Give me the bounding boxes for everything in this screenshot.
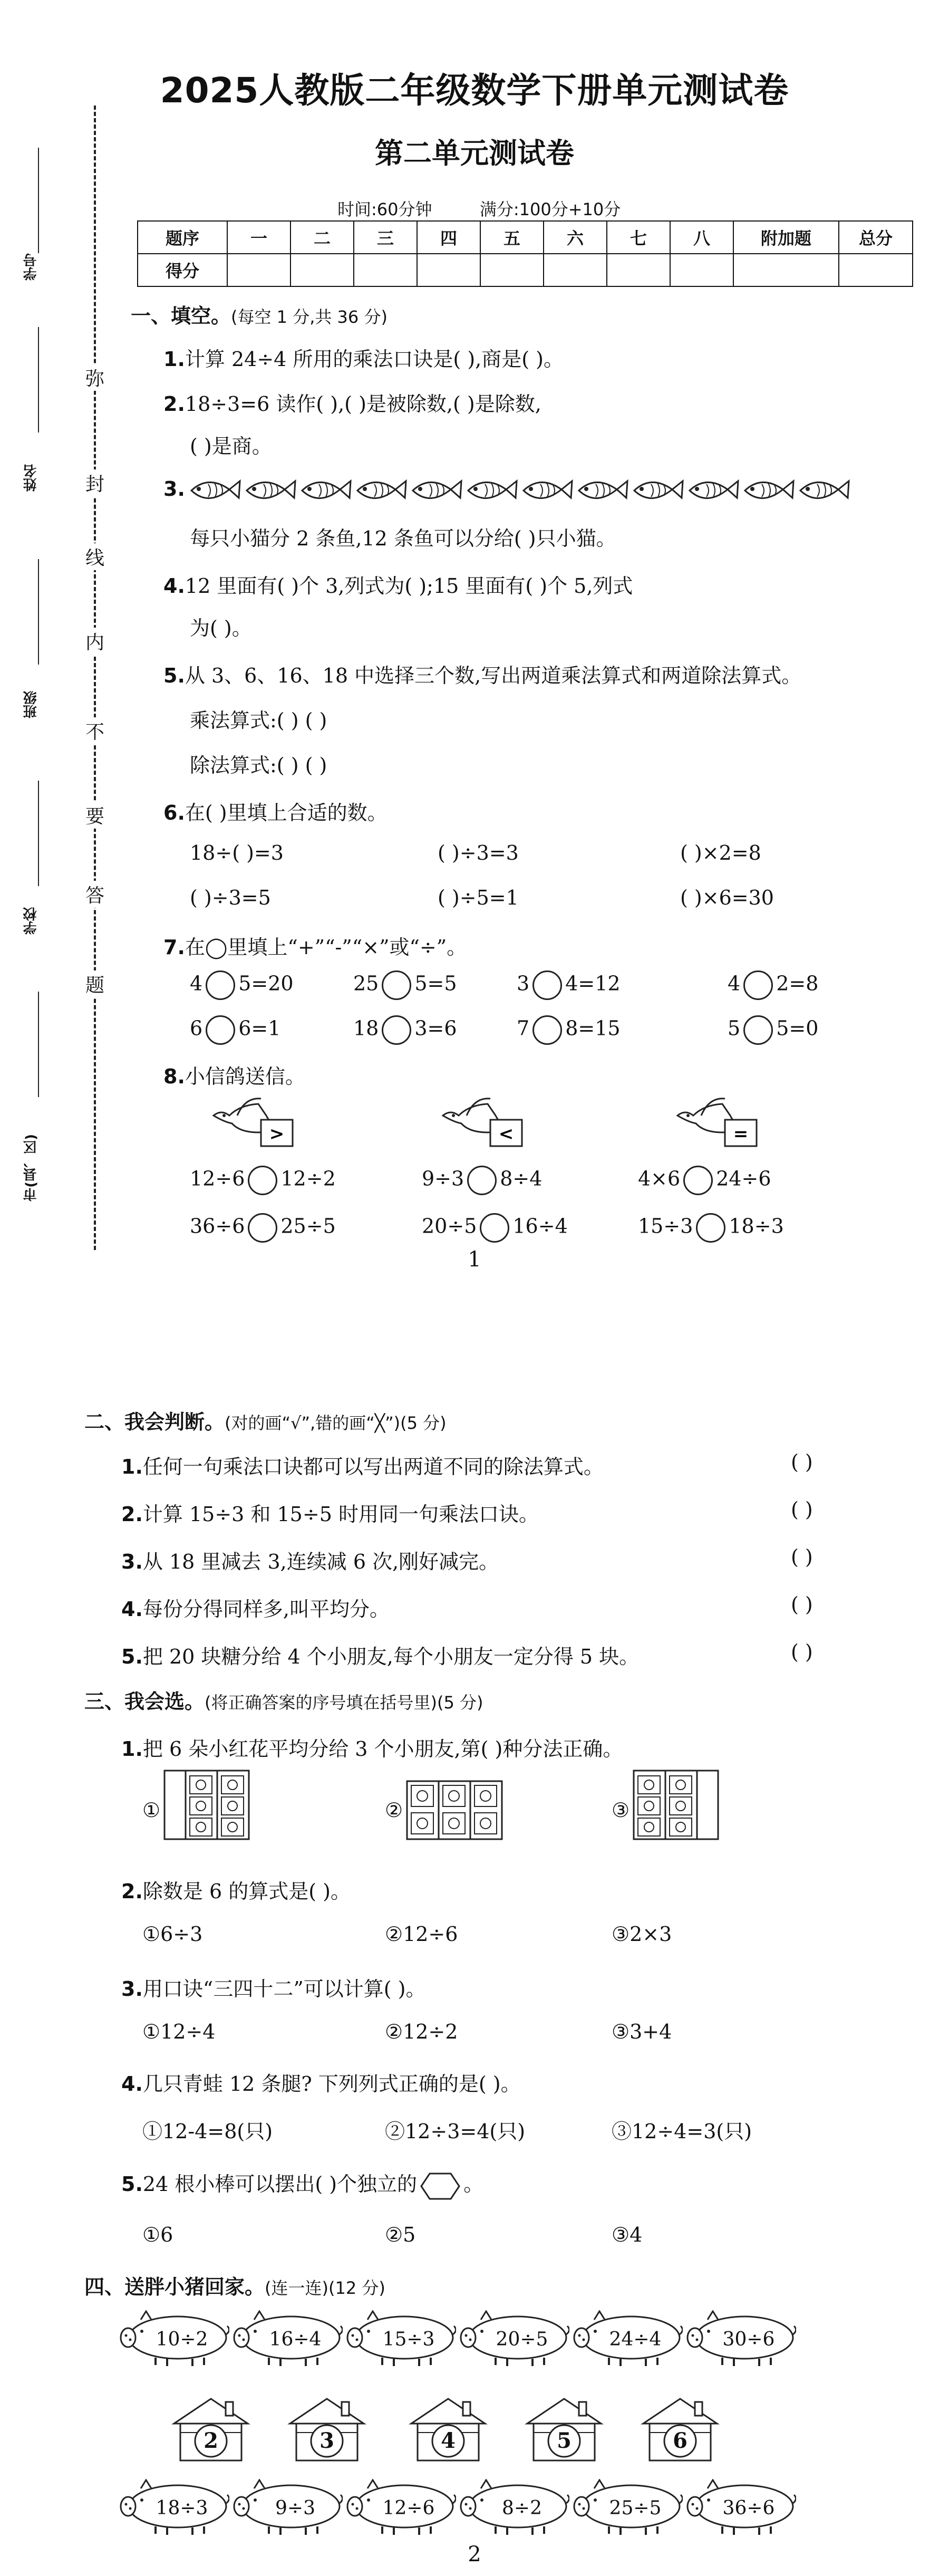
pig-card[interactable]	[685, 2310, 796, 2368]
option[interactable]: ③3+4	[612, 2020, 672, 2043]
q7-item	[353, 1015, 457, 1045]
q8-item	[422, 1166, 542, 1195]
operator-circle[interactable]	[382, 1015, 411, 1045]
question-number: 2.	[121, 1503, 143, 1526]
q7-left: 6	[190, 1016, 203, 1040]
pig-expression: 16÷4	[269, 2328, 322, 2350]
question-text: 12 里面有( )个 3,列式为( );15 里面有( )个 5,列式	[185, 574, 633, 598]
section-3-title: 三、我会选。	[84, 1690, 205, 1713]
compare-circle[interactable]	[683, 1166, 713, 1195]
operator-circle[interactable]	[743, 970, 773, 1000]
pig-card[interactable]	[459, 2479, 569, 2537]
flower-grouping-3	[633, 1770, 738, 1843]
house-number: 3	[319, 2428, 334, 2453]
question-number: 5.	[121, 2173, 143, 2196]
pig-expression: 20÷5	[496, 2328, 548, 2350]
question-number: 7.	[163, 936, 185, 959]
hexagon-icon	[419, 2171, 461, 2201]
section-1-title: 一、填空。	[131, 304, 231, 328]
question-number: 2.	[121, 1880, 143, 1903]
city-line[interactable]	[38, 992, 39, 1097]
option[interactable]: ②5	[385, 2223, 416, 2246]
fish-icon	[468, 481, 517, 498]
student-id-line[interactable]	[38, 148, 39, 253]
question-text: 24 根小棒可以摆出( )个独立的	[142, 2173, 418, 2196]
question-number: 4.	[121, 1598, 143, 1621]
judge-text: 从 18 里减去 3,连续减 6 次,刚好减完。	[142, 1550, 499, 1573]
seal-dashed-line	[94, 105, 96, 1250]
section-1-note: (每空 1 分,共 36 分)	[231, 307, 388, 327]
compare-circle[interactable]	[696, 1213, 725, 1243]
pigeon-sign: =	[733, 1123, 749, 1145]
pig-card[interactable]	[459, 2310, 569, 2368]
seal-char: 封	[84, 469, 105, 496]
question-text: 从 3、6、16、18 中选择三个数,写出两道乘法算式和两道除法算式。	[185, 664, 802, 687]
question-number: 5.	[121, 1645, 143, 1668]
seal-char: 弥	[84, 364, 105, 391]
score-blank[interactable]	[417, 254, 480, 286]
q8-left: 15÷3	[638, 1214, 693, 1238]
option[interactable]: ③4	[612, 2223, 643, 2246]
pig-card[interactable]	[345, 2479, 456, 2537]
fish-icon	[579, 481, 627, 498]
class-label: 班级	[23, 691, 39, 718]
option[interactable]: ①12-4=8(只)	[142, 2120, 273, 2143]
q7-right: 4=12	[565, 972, 621, 995]
house-number: 5	[557, 2428, 572, 2453]
operator-circle[interactable]	[206, 1015, 235, 1045]
score-cell: 四	[417, 221, 480, 254]
question-text: 除数是 6 的算式是( )。	[142, 1880, 351, 1903]
q8-item	[190, 1166, 336, 1195]
option[interactable]: ①12÷4	[142, 2020, 216, 2043]
score-cell: 总分	[839, 221, 913, 254]
section-3-heading	[84, 1685, 483, 1714]
q8-right: 16÷4	[512, 1214, 568, 1238]
score-blank[interactable]	[544, 254, 607, 286]
answer-paren[interactable]: ( )	[791, 1450, 813, 1474]
q7-left: 4	[190, 972, 203, 995]
q1-4	[163, 570, 633, 599]
pig-card[interactable]	[685, 2479, 796, 2537]
q7-left: 18	[353, 1016, 379, 1040]
house-card[interactable]	[638, 2395, 722, 2463]
score-cell: 七	[607, 221, 670, 254]
question-number: 3.	[121, 1550, 143, 1573]
choice-q2	[121, 1875, 351, 1904]
q8-left: 12÷6	[190, 1167, 245, 1190]
compare-circle[interactable]	[248, 1166, 277, 1195]
operator-circle[interactable]	[532, 970, 562, 1000]
q8-left: 4×6	[638, 1167, 681, 1190]
score-blank[interactable]	[227, 254, 290, 286]
section-2-heading	[84, 1406, 447, 1435]
pigeon-sign: >	[269, 1123, 285, 1145]
pigeon-icon	[672, 1094, 788, 1152]
seal-char: 线	[84, 543, 105, 570]
score-cell: 一	[227, 221, 290, 254]
operator-circle[interactable]	[206, 970, 235, 1000]
pig-expression: 24÷4	[609, 2328, 662, 2350]
fish-icon	[524, 481, 572, 498]
q6-cell: ( )÷5=1	[438, 886, 519, 909]
time-label: 时间:60分钟	[337, 199, 432, 219]
school-label: 学校	[23, 907, 39, 935]
score-cell: 题序	[138, 221, 227, 254]
fish-icon	[413, 481, 461, 498]
fish-icon	[247, 481, 295, 498]
pigeon-sign: <	[498, 1123, 514, 1145]
fish-icon	[690, 481, 738, 498]
question-number: 2.	[163, 392, 185, 416]
score-cell: 二	[290, 221, 354, 254]
pig-expression: 30÷6	[722, 2328, 775, 2350]
option-marker[interactable]: ②	[385, 1799, 403, 1822]
option[interactable]: ③12÷4=3(只)	[612, 2120, 752, 2143]
section-1-heading	[131, 300, 388, 329]
pig-card[interactable]	[119, 2479, 229, 2537]
judge-item	[121, 1640, 639, 1669]
judge-item	[121, 1545, 499, 1574]
question-number: 3.	[121, 1977, 143, 2001]
option[interactable]: ②12÷3=4(只)	[385, 2120, 526, 2143]
question-number: 4.	[121, 2072, 143, 2096]
q7-right: 5=5	[414, 972, 457, 995]
pigeon-icon	[208, 1094, 324, 1152]
answer-paren[interactable]: ( )	[791, 1640, 813, 1664]
q1-3-number	[163, 477, 185, 501]
pig-expression: 12÷6	[382, 2497, 435, 2519]
q7-item	[728, 970, 818, 1000]
q7-item	[190, 970, 294, 1000]
operator-circle[interactable]	[532, 1015, 562, 1045]
q1-5-mul: 乘法算式:( ) ( )	[190, 709, 327, 732]
pig-expression: 8÷2	[502, 2497, 542, 2519]
option[interactable]: ①6	[142, 2223, 173, 2246]
compare-circle[interactable]	[480, 1213, 509, 1243]
fish-icon	[745, 481, 793, 498]
school-line[interactable]	[38, 781, 39, 886]
pig-expression: 9÷3	[275, 2497, 315, 2519]
q8-right: 18÷3	[729, 1214, 784, 1238]
section-4-note: (连一连)(12 分)	[265, 2278, 385, 2298]
choice-q5	[121, 2168, 483, 2201]
house-card[interactable]	[406, 2395, 490, 2463]
q1-8	[163, 1060, 305, 1089]
q8-left: 9÷3	[422, 1167, 464, 1190]
seal-char: 答	[84, 881, 105, 908]
house-number: 6	[673, 2428, 687, 2453]
score-cell: 八	[670, 221, 733, 254]
score-cell: 六	[544, 221, 607, 254]
judge-text: 计算 15÷3 和 15÷5 时用同一句乘法口诀。	[142, 1503, 539, 1526]
page-number: 1	[468, 1247, 481, 1272]
q7-item	[517, 1015, 621, 1045]
score-blank[interactable]	[480, 254, 544, 286]
q6-cell: ( )÷3=3	[438, 841, 519, 864]
question-text: 把 6 朵小红花平均分给 3 个小朋友,第( )种分法正确。	[142, 1737, 623, 1761]
fish-icon	[191, 481, 240, 498]
operator-circle[interactable]	[743, 1015, 773, 1045]
q1-1	[163, 343, 564, 372]
pig-expression: 36÷6	[722, 2497, 775, 2519]
flower-grouping-1	[163, 1770, 285, 1843]
pig-card[interactable]	[345, 2310, 456, 2368]
q8-item	[638, 1166, 771, 1195]
q8-left: 36÷6	[190, 1214, 245, 1238]
page-number: 2	[468, 2542, 481, 2567]
score-table	[137, 220, 913, 287]
q1-7	[163, 931, 467, 960]
pig-card[interactable]	[232, 2310, 343, 2368]
house-card[interactable]	[285, 2395, 369, 2463]
q7-right: 8=15	[565, 1016, 621, 1040]
score-cell: 三	[354, 221, 417, 254]
fish-icon	[302, 481, 351, 498]
question-text: 小信鸽送信。	[185, 1065, 305, 1088]
score-cell: 得分	[138, 254, 227, 286]
house-card[interactable]	[522, 2395, 606, 2463]
pig-expression: 25÷5	[609, 2497, 662, 2519]
section-2-title: 二、我会判断。	[84, 1410, 225, 1434]
q8-right: 8÷4	[500, 1167, 543, 1190]
score-table-header-row	[138, 221, 913, 254]
q1-6	[163, 796, 388, 825]
question-number: 6.	[163, 801, 185, 824]
score-blank[interactable]	[839, 254, 913, 286]
choice-q4	[121, 2068, 521, 2097]
q8-right: 25÷5	[280, 1214, 336, 1238]
q7-item	[728, 1015, 818, 1045]
pig-card[interactable]	[572, 2310, 683, 2368]
time-score-line	[337, 196, 621, 220]
score-blank[interactable]	[733, 254, 839, 286]
q7-item	[517, 970, 621, 1000]
q1-4-cont: 为( )。	[190, 617, 252, 640]
question-text: 在( )里填上合适的数。	[185, 801, 388, 824]
q1-2-cont: ( )是商。	[190, 435, 272, 458]
operator-circle[interactable]	[382, 970, 411, 1000]
seal-char: 题	[84, 970, 105, 997]
pig-expression: 15÷3	[382, 2328, 435, 2350]
q7-right: 5=20	[238, 972, 294, 995]
choice-q1	[121, 1733, 623, 1762]
fish-icon	[800, 481, 849, 498]
pigeon-icon	[438, 1094, 554, 1152]
paper-subtitle: 第二单元测试卷	[375, 137, 574, 170]
question-text: 在◯里填上“+”“-”“×”或“÷”。	[185, 936, 467, 959]
question-text: 计算 24÷4 所用的乘法口诀是( ),商是( )。	[185, 348, 564, 371]
section-4-title: 四、送胖小猪回家。	[84, 2275, 265, 2299]
seal-char: 内	[84, 628, 105, 655]
city-label: 市(县、区)	[23, 1134, 39, 1202]
q8-right: 24÷6	[716, 1167, 771, 1190]
section-4-heading	[84, 2271, 385, 2300]
question-number: 3.	[163, 477, 185, 501]
judge-item	[121, 1450, 604, 1479]
option-marker[interactable]: ①	[142, 1799, 161, 1822]
question-text: 用口诀“三四十二”可以计算( )。	[142, 1977, 426, 2001]
section-3-note: (将正确答案的序号填在括号里)(5 分)	[205, 1693, 483, 1713]
score-blank[interactable]	[354, 254, 417, 286]
q6-cell: 18÷( )=3	[190, 841, 284, 864]
section-2-note: (对的画“√”,错的画“╳”)(5 分)	[225, 1413, 447, 1433]
house-number: 4	[441, 2428, 456, 2453]
q8-right: 12÷2	[280, 1167, 336, 1190]
q1-3-text: 每只小猫分 2 条鱼,12 条鱼可以分给( )只小猫。	[190, 527, 616, 550]
q7-right: 6=1	[238, 1016, 281, 1040]
q7-item	[190, 1015, 280, 1045]
score-blank[interactable]	[607, 254, 670, 286]
pig-expression: 10÷2	[156, 2328, 208, 2350]
answer-paren[interactable]: ( )	[791, 1593, 813, 1616]
score-label: 满分:100分+10分	[479, 199, 621, 219]
option-marker[interactable]: ③	[612, 1799, 630, 1822]
judge-text: 把 20 块糖分给 4 个小朋友,每个小朋友一定分得 5 块。	[142, 1645, 640, 1668]
student-id-label: 学号	[23, 253, 39, 281]
q7-right: 3=6	[414, 1016, 457, 1040]
pig-card[interactable]	[119, 2310, 229, 2368]
flower-grouping-2	[406, 1780, 527, 1843]
option[interactable]: ②12÷6	[385, 1923, 458, 1946]
compare-circle[interactable]	[467, 1166, 497, 1195]
option[interactable]: ②12÷2	[385, 2020, 458, 2043]
q8-item	[422, 1213, 568, 1243]
name-label: 姓名	[23, 464, 39, 492]
fish-row	[187, 469, 857, 512]
judge-item	[121, 1498, 539, 1527]
question-text-end: 。	[463, 2173, 484, 2196]
score-cell: 附加题	[733, 221, 839, 254]
q6-cell: ( )×6=30	[680, 886, 774, 909]
q7-left: 7	[517, 1016, 530, 1040]
question-text: 几只青蛙 12 条腿? 下列列式正确的是( )。	[142, 2072, 521, 2096]
question-number: 4.	[163, 574, 185, 598]
score-table-score-row	[138, 254, 913, 286]
q7-right: 2=8	[776, 972, 819, 995]
judge-item	[121, 1593, 390, 1622]
judge-text: 任何一句乘法口诀都可以写出两道不同的除法算式。	[142, 1455, 604, 1478]
choice-q3	[121, 1973, 425, 2002]
compare-circle[interactable]	[248, 1213, 277, 1243]
question-number: 1.	[121, 1737, 143, 1761]
fish-icon	[357, 481, 406, 498]
question-number: 1.	[163, 348, 185, 371]
q1-5-div: 除法算式:( ) ( )	[190, 754, 327, 777]
score-blank[interactable]	[670, 254, 733, 286]
class-line[interactable]	[38, 559, 39, 665]
q7-right: 5=0	[776, 1016, 819, 1040]
answer-paren[interactable]: ( )	[791, 1498, 813, 1521]
fish-icon	[634, 481, 683, 498]
q7-left: 25	[353, 972, 379, 995]
seal-char: 要	[84, 802, 105, 829]
q7-left: 3	[517, 972, 530, 995]
q8-item	[190, 1213, 336, 1243]
pig-card[interactable]	[232, 2479, 343, 2537]
q6-cell: ( )÷3=5	[190, 886, 271, 909]
judge-text: 每份分得同样多,叫平均分。	[142, 1598, 390, 1621]
score-blank[interactable]	[290, 254, 354, 286]
score-cell: 五	[480, 221, 544, 254]
question-number: 1.	[121, 1455, 143, 1478]
pig-expression: 18÷3	[156, 2497, 208, 2519]
option[interactable]: ③2×3	[612, 1923, 672, 1946]
q7-item	[353, 970, 457, 1000]
answer-paren[interactable]: ( )	[791, 1545, 813, 1569]
q7-left: 4	[728, 972, 741, 995]
q8-left: 20÷5	[422, 1214, 477, 1238]
name-line[interactable]	[38, 327, 39, 432]
seal-char: 不	[84, 717, 105, 744]
q8-item	[638, 1213, 784, 1243]
house-card[interactable]	[169, 2395, 253, 2463]
house-number: 2	[204, 2428, 218, 2453]
q7-left: 5	[728, 1016, 741, 1040]
question-text: 18÷3=6 读作( ),( )是被除数,( )是除数,	[185, 392, 541, 416]
paper-title: 2025人教版二年级数学下册单元测试卷	[160, 70, 789, 111]
option[interactable]: ①6÷3	[142, 1923, 203, 1946]
q6-cell: ( )×2=8	[680, 841, 761, 864]
question-number: 5.	[163, 664, 185, 687]
pig-card[interactable]	[572, 2479, 683, 2537]
q1-2	[163, 388, 541, 417]
question-number: 8.	[163, 1065, 185, 1088]
q1-5	[163, 659, 801, 688]
